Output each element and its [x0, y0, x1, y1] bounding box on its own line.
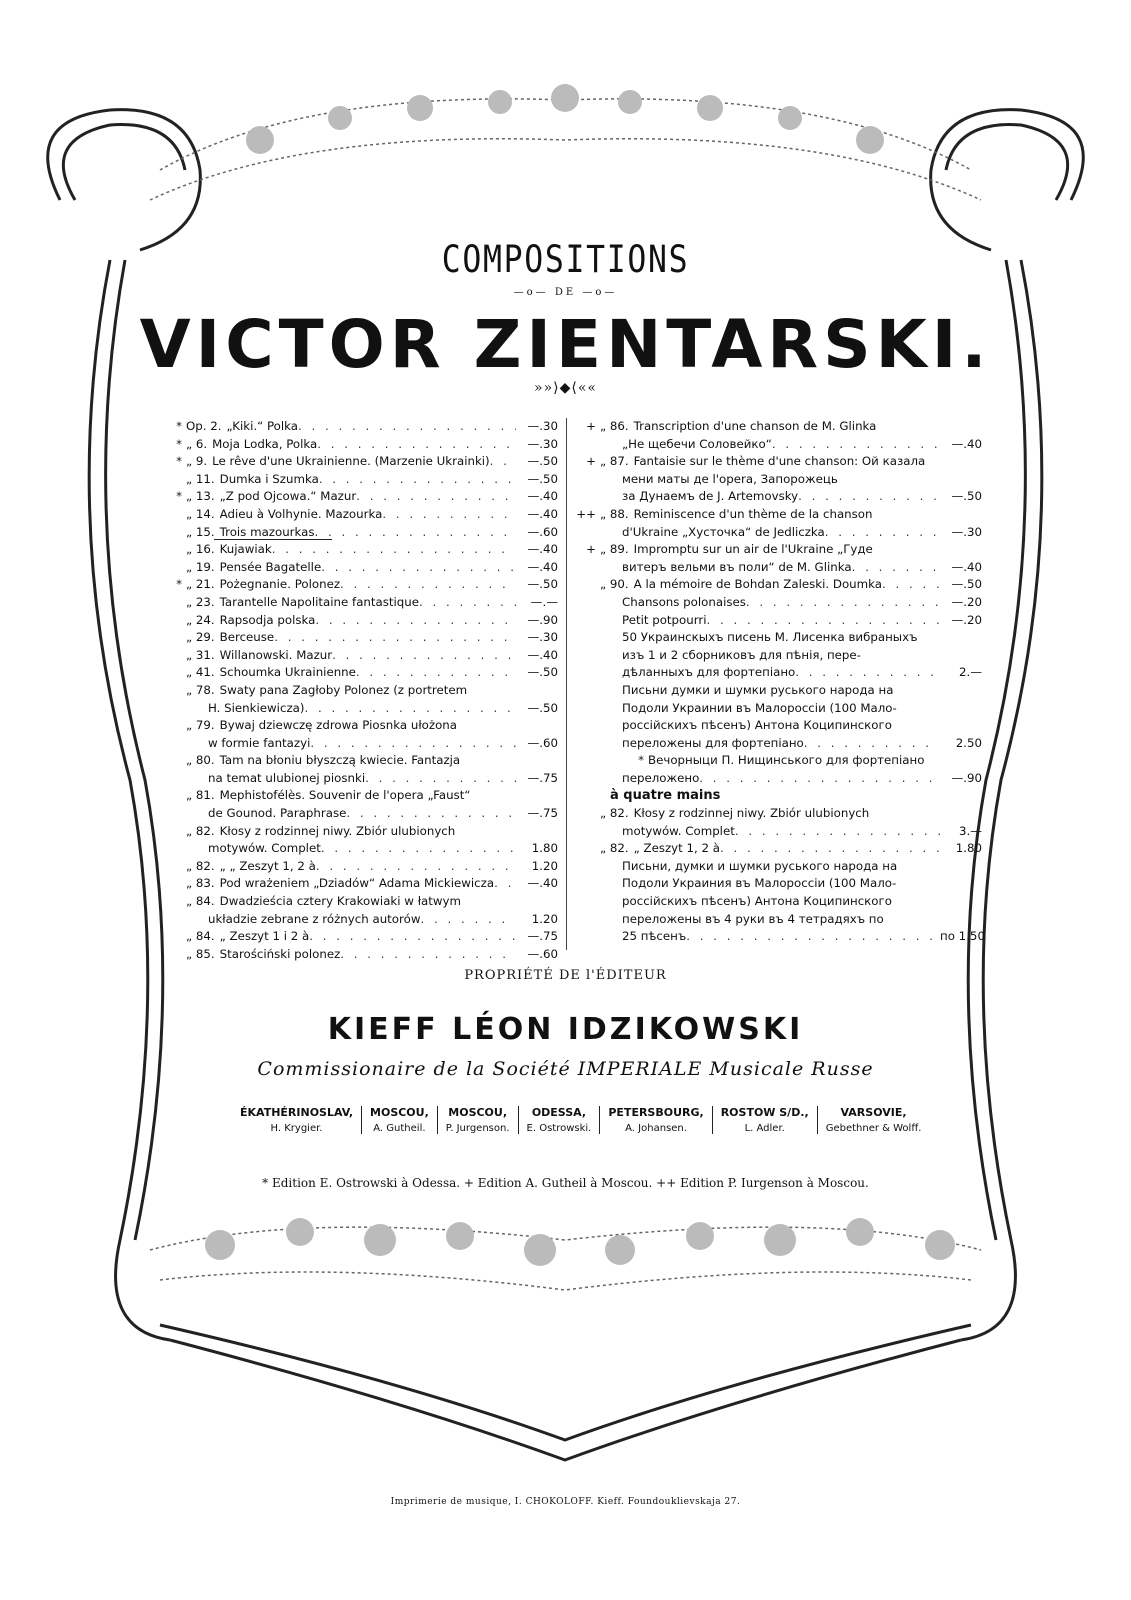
work-title: Tam na błoniu błyszczą kwiecie. Fantazja [219, 753, 461, 768]
price: —.40 [527, 542, 558, 557]
agent-cities [232, 1106, 929, 1134]
leader-dots [315, 524, 516, 542]
work-title: за Дунаемъ de J. Artemovsky [622, 489, 799, 504]
agent-name: E. Ostrowski. [526, 1123, 592, 1134]
price: —.50 [527, 700, 558, 715]
opus-number: „ 86. [600, 419, 629, 433]
divider-flourish: »»⟩◆⟨«« [534, 380, 597, 396]
work-entry [160, 488, 558, 506]
work-entry [160, 541, 558, 559]
work-entry-continuation [574, 612, 982, 630]
work-entry [160, 506, 558, 524]
opus-number: „ 11. [186, 471, 215, 486]
work-title: Schoumka Ukrainienne [219, 665, 356, 680]
edition-mark: * [176, 436, 182, 451]
agent-name: H. Krygier. [270, 1123, 323, 1134]
edition-mark [160, 664, 186, 682]
work-entry [160, 453, 558, 471]
opus-number: „ 82. [600, 806, 629, 821]
work-entry [574, 541, 982, 559]
work-title: Petit potpourri [622, 612, 707, 627]
city-name: ODESSA, [531, 1106, 587, 1119]
price: 1.80 [531, 841, 558, 856]
edition-mark [160, 647, 186, 665]
price: —.50 [527, 454, 558, 469]
work-entry [574, 576, 982, 594]
work-entry-continuation [574, 524, 982, 542]
work-title: Starościński polonez [219, 946, 341, 961]
city-name: ROSTOW S/D., [720, 1106, 809, 1119]
opus-number: „ 41. [186, 665, 215, 680]
work-title: „Не щебечи Соловейко“ [622, 436, 772, 451]
work-entry [160, 875, 558, 893]
opus-number: „ 79. [186, 718, 215, 733]
price: по 1.50 [940, 929, 985, 944]
leader-dots [315, 612, 516, 630]
leader-dots [319, 471, 516, 489]
work-entry-continuation [574, 436, 982, 454]
work-entry-continuation [574, 858, 982, 876]
work-entry-continuation [160, 770, 558, 788]
price: —.30 [527, 419, 558, 433]
city-name: ÉKATHÉRINOSLAV, [240, 1106, 354, 1119]
work-entry [160, 594, 558, 612]
work-title: изъ 1 и 2 сборниковъ для пѣнія, пере- [622, 647, 861, 662]
agent-name: P. Jurgenson. [445, 1123, 510, 1134]
work-entry [160, 471, 558, 489]
price: —.30 [527, 436, 558, 451]
price: —.40 [527, 647, 558, 662]
work-entry [574, 840, 982, 858]
edition-mark [160, 541, 186, 559]
work-title: переложены для фортепіано [622, 735, 804, 750]
price: —.50 [527, 471, 558, 486]
opus-number: „ 84. [186, 894, 215, 909]
work-title: Willanowski. Mazur [219, 647, 333, 662]
work-entry-continuation [160, 735, 558, 753]
edition-mark: ++ [576, 506, 596, 521]
work-title: россійскихъ пѣсенъ) Антона Коципинского [622, 894, 892, 909]
work-entry [160, 858, 558, 876]
work-title: Moja Lodka, Polka [212, 436, 318, 451]
agent-name: A. Gutheil. [373, 1123, 426, 1134]
leader-dots [795, 664, 940, 682]
city-name: MOSCOU, [370, 1106, 429, 1119]
opus-number: „ 90. [600, 577, 629, 592]
leader-dots [272, 541, 516, 559]
leader-dots [332, 647, 516, 665]
edition-mark: * [176, 577, 182, 592]
work-title: na temat ulubionej piosnki [208, 770, 366, 785]
agent-name: L. Adler. [744, 1123, 785, 1134]
leader-dots [804, 735, 940, 753]
work-title: Kłosy z rodzinnej niwy. Zbiór ulubionych [633, 806, 870, 821]
work-entry [160, 787, 558, 805]
opus-number: „ 21. [186, 577, 215, 592]
price: —.— [530, 594, 558, 609]
work-entry-continuation [574, 717, 982, 735]
composer-name: VICTOR ZIENTARSKI. [139, 306, 992, 383]
work-title: переложено [622, 770, 700, 785]
price: —.40 [951, 436, 982, 451]
opus-number: „ 84. [186, 929, 215, 944]
work-entry [160, 576, 558, 594]
opus-number: „ 85. [186, 946, 215, 961]
price: 1.20 [531, 858, 558, 873]
leader-dots [852, 559, 940, 577]
work-title: Transcription d'une chanson de M. Glinka [633, 419, 877, 433]
work-entry [160, 436, 558, 454]
leader-dots [316, 858, 516, 876]
opus-number: „ 83. [186, 876, 215, 891]
edition-mark [160, 946, 186, 964]
price: —.50 [951, 489, 982, 504]
opus-number: „ 15. [186, 524, 215, 539]
work-title: „ „ Zeszyt 1, 2 à [219, 858, 316, 873]
work-title: Chansons polonaises [622, 594, 746, 609]
opus-number: „ 78. [186, 682, 215, 697]
agent-city [438, 1106, 519, 1134]
edition-mark [160, 717, 186, 735]
leader-dots [310, 735, 516, 753]
leader-dots [382, 506, 516, 524]
price: —.50 [527, 577, 558, 592]
edition-mark [574, 840, 600, 858]
work-title: układzie zebrane z różnych autorów [208, 911, 421, 926]
leader-dots [746, 594, 940, 612]
work-title: Trois mazourkas [219, 524, 315, 539]
price: —.50 [527, 665, 558, 680]
edition-mark [160, 893, 186, 911]
work-entry-continuation [574, 594, 982, 612]
opus-number: „ 82. [600, 841, 629, 856]
price: —.90 [951, 770, 982, 785]
leader-dots [298, 418, 516, 436]
work-entry [160, 682, 558, 700]
work-title: Письни, думки и шумки руського народа на [622, 858, 898, 873]
work-entry-continuation [574, 559, 982, 577]
opus-number: „ 29. [186, 630, 215, 645]
leader-dots [720, 840, 940, 858]
edition-mark [160, 875, 186, 893]
work-title: d'Ukraine „Хусточка“ de Jedliczka [622, 524, 825, 539]
work-title: дѣланныхъ для фортепіано [622, 665, 796, 680]
work-title: Rapsodja polska [219, 612, 316, 627]
work-entry [160, 418, 558, 436]
city-name: PETERSBOURG, [608, 1106, 704, 1119]
leader-dots [317, 436, 516, 454]
edition-mark [160, 559, 186, 577]
opus-number: „ 31. [186, 647, 215, 662]
work-title: переложены въ 4 руки въ 4 тетрадяхъ по [622, 911, 884, 926]
edition-mark [160, 524, 186, 542]
work-title: Pensée Bagatelle [219, 559, 322, 574]
leader-dots [882, 576, 940, 594]
work-title: Подоли Украиния въ Малороссіи (100 Мало- [622, 876, 897, 891]
agent-name: A. Johansen. [625, 1123, 687, 1134]
price: —.60 [527, 524, 558, 539]
work-entry-continuation [574, 629, 982, 647]
work-entry-continuation [160, 840, 558, 858]
edition-mark [160, 858, 186, 876]
price: —.50 [951, 577, 982, 592]
agent-city [519, 1106, 601, 1134]
leader-dots [419, 594, 516, 612]
de-ornament: —o— DE —o— [513, 287, 618, 298]
edition-mark [160, 594, 186, 612]
work-entry [574, 453, 982, 471]
leader-dots [707, 612, 940, 630]
agent-city [818, 1106, 930, 1134]
publisher-name: KIEFF LÉON IDZIKOWSKI [327, 1012, 804, 1047]
work-title: витеръ вельми въ поли“ de M. Glinka [622, 559, 852, 574]
opus-number: „ 87. [600, 454, 629, 469]
work-entry-continuation [160, 700, 558, 718]
work-entry-continuation [574, 928, 985, 946]
work-title: 25 пѣсенъ [622, 929, 687, 944]
work-title: россійскихъ пѣсенъ) Антона Коципинского [622, 718, 892, 733]
leader-dots [309, 928, 516, 946]
work-title: Adieu à Volhynie. Mazourka [219, 506, 383, 521]
edition-mark [574, 805, 600, 823]
opus-number: „ 23. [186, 594, 215, 609]
city-name: MOSCOU, [448, 1106, 508, 1119]
opus-number: „ 16. [186, 542, 215, 557]
opus-number: „ 6. [186, 436, 208, 451]
underline-mark [214, 539, 332, 540]
column-divider [566, 418, 567, 950]
leader-dots [365, 770, 516, 788]
opus-number: „ 80. [186, 753, 215, 768]
work-entry [574, 418, 982, 436]
agent-city [600, 1106, 712, 1134]
work-title: Вечорныци П. Нищинського для фортепіано [648, 753, 925, 768]
work-title: Dwadzieścia cztery Krakowiaki w łatwym [219, 894, 462, 909]
work-entry-continuation [574, 823, 982, 841]
edition-mark: * [176, 419, 182, 433]
price: —.40 [951, 559, 982, 574]
work-entry-continuation [574, 752, 982, 770]
section-subheading: à quatre mains [610, 788, 721, 804]
work-entry-continuation [160, 805, 558, 823]
opus-number: „ 24. [186, 612, 215, 627]
price: —.75 [527, 806, 558, 821]
work-title: Pod wrażeniem „Dziadów“ Adama Mickiewicza [219, 876, 495, 891]
work-entry [574, 805, 982, 823]
work-title: Tarantelle Napolitaine fantastique [219, 594, 420, 609]
work-entry-continuation [160, 911, 558, 929]
edition-mark [160, 471, 186, 489]
work-title: Impromptu sur un air de l'Ukraine „Гуде [633, 542, 873, 557]
price: 1.20 [531, 911, 558, 926]
price: —.40 [527, 489, 558, 504]
leader-dots [490, 453, 516, 471]
leader-dots [420, 911, 516, 929]
work-entry [160, 823, 558, 841]
opus-number: „ 82. [186, 858, 215, 873]
work-title: Письни думки и шумки руського народа на [622, 682, 894, 697]
edition-mark [160, 682, 186, 700]
compositions-heading: COMPOSITIONS [441, 238, 690, 281]
leader-dots [356, 488, 516, 506]
work-title: Reminiscence d'un thème de la chanson [633, 506, 873, 521]
price: —.40 [527, 506, 558, 521]
work-entry-continuation [574, 471, 982, 489]
opus-number: „ 19. [186, 559, 215, 574]
printer-imprint: Imprimerie de musique, I. CHOKOLOFF. Kieff. Foundouklievskaja 27. [390, 1497, 741, 1507]
leader-dots [340, 946, 516, 964]
price: 3.— [958, 823, 982, 838]
work-entry [160, 559, 558, 577]
work-title: „Z pod Ojcowa.“ Mazur [219, 489, 357, 504]
work-entry-continuation [574, 770, 982, 788]
price: —.75 [527, 929, 558, 944]
opus-number: „ 14. [186, 506, 215, 521]
works-list-right [574, 418, 985, 946]
agent-city [232, 1106, 362, 1134]
city-name: VARSOVIE, [840, 1106, 907, 1119]
price: —.30 [951, 524, 982, 539]
leader-dots [274, 629, 516, 647]
work-title: Mephistofélès. Souvenir de l'opera „Faust“ [219, 788, 471, 803]
leader-dots [321, 840, 516, 858]
edition-mark: + [586, 454, 596, 469]
opus-number: „ 89. [600, 542, 629, 557]
edition-mark [160, 612, 186, 630]
work-entry [160, 629, 558, 647]
work-entry [160, 893, 558, 911]
leader-dots [321, 559, 516, 577]
work-title: 50 Украинскыхъ писень М. Лисенка вибраныхъ [622, 630, 918, 645]
opus-number: „ 81. [186, 788, 215, 803]
price: —.20 [951, 594, 982, 609]
work-entry [160, 928, 558, 946]
opus-number: „ 82. [186, 823, 215, 838]
work-entry-continuation [574, 700, 982, 718]
price: —.40 [527, 559, 558, 574]
work-title: „ Zeszyt 1, 2 à [633, 841, 721, 856]
leader-dots [346, 805, 516, 823]
work-title: de Gounod. Paraphrase [208, 806, 347, 821]
price: 2.50 [955, 735, 982, 750]
work-entry-continuation [574, 682, 982, 700]
work-title: motywów. Complet [622, 823, 735, 838]
work-entry-continuation [574, 488, 982, 506]
work-title: Kłosy z rodzinnej niwy. Zbiór ulubionych [219, 823, 456, 838]
price: —.60 [527, 946, 558, 961]
work-title: H. Sienkiewicza) [208, 700, 305, 715]
work-entry [160, 946, 558, 964]
work-title: „Kiki.“ Polka [226, 419, 298, 433]
edition-mark [160, 823, 186, 841]
work-title: w formie fantazyi [208, 735, 311, 750]
edition-mark: * [176, 454, 182, 469]
edition-mark: * [638, 753, 644, 768]
opus-number: „ 88. [600, 506, 629, 521]
edition-mark [160, 629, 186, 647]
work-title: Bywaj dziewczę zdrowa Piosnka ułożona [219, 718, 458, 733]
opus-number: „ 9. [186, 454, 208, 469]
leader-dots [735, 823, 940, 841]
work-title: Swaty pana Zagłoby Polonez (z portretem [219, 682, 468, 697]
edition-mark: + [586, 419, 596, 433]
agent-city [713, 1106, 818, 1134]
edition-mark: * [176, 489, 182, 504]
work-entry-continuation [574, 735, 982, 753]
work-title: Berceuse [219, 630, 275, 645]
price: 1.80 [955, 841, 982, 856]
edition-footnote: * Edition E. Ostrowski à Odessa. + Edition A. Gutheil à Moscou. ++ Edition P. Iurgenson à Moscou. [262, 1176, 869, 1190]
work-title: Pożegnanie. Polonez [219, 577, 341, 592]
work-entry-continuation [574, 893, 982, 911]
work-title: Kujawiak [219, 542, 272, 557]
leader-dots [356, 664, 516, 682]
leader-dots [798, 488, 940, 506]
leader-dots [494, 875, 516, 893]
work-title: Fantaisie sur le thème d'une chanson: Ой казала [633, 454, 926, 469]
work-title: Подоли Украинии въ Малороссіи (100 Мало- [622, 700, 897, 715]
leader-dots [825, 524, 940, 542]
edition-mark [160, 787, 186, 805]
edition-mark [574, 576, 600, 594]
publisher-property: PROPRIÉTÉ DE l'ÉDITEUR [464, 968, 667, 983]
work-entry [160, 612, 558, 630]
leader-dots [304, 700, 516, 718]
work-title: motywów. Complet [208, 841, 321, 856]
work-title: A la mémoire de Bohdan Zaleski. Doumka [633, 577, 882, 592]
work-entry [160, 717, 558, 735]
work-entry [160, 664, 558, 682]
leader-dots [686, 928, 940, 946]
work-title: мени маты де l'opera, Запорожець [622, 471, 838, 486]
edition-mark [160, 506, 186, 524]
price: —.20 [951, 612, 982, 627]
leader-dots [340, 576, 516, 594]
price: —.30 [527, 630, 558, 645]
leader-dots [699, 770, 940, 788]
price: —.90 [527, 612, 558, 627]
price: —.75 [527, 770, 558, 785]
work-entry [574, 506, 982, 524]
publisher-commission: Commissionaire de la Société IMPERIALE Musicale Russe [257, 1058, 874, 1080]
work-title: „ Zeszyt 1 i 2 à [219, 929, 310, 944]
price: —.40 [527, 876, 558, 891]
price: —.60 [527, 735, 558, 750]
opus-number: Op. 2. [186, 419, 222, 433]
work-entry-continuation [574, 911, 982, 929]
work-entry [160, 752, 558, 770]
work-title: Le rêve d'une Ukrainienne. (Marzenie Ukrainki) [212, 454, 490, 469]
work-entry-continuation [574, 664, 982, 682]
work-entry [160, 647, 558, 665]
work-entry-continuation [574, 647, 982, 665]
edition-mark: + [586, 542, 596, 557]
edition-mark [160, 752, 186, 770]
edition-mark [160, 928, 186, 946]
price: 2.— [958, 665, 982, 680]
opus-number: „ 13. [186, 489, 215, 504]
works-list-left [160, 418, 558, 963]
work-title: Dumka i Szumka [219, 471, 319, 486]
agent-name: Gebethner & Wolff. [825, 1123, 922, 1134]
leader-dots [772, 436, 940, 454]
work-entry-continuation [574, 875, 982, 893]
agent-city [362, 1106, 438, 1134]
